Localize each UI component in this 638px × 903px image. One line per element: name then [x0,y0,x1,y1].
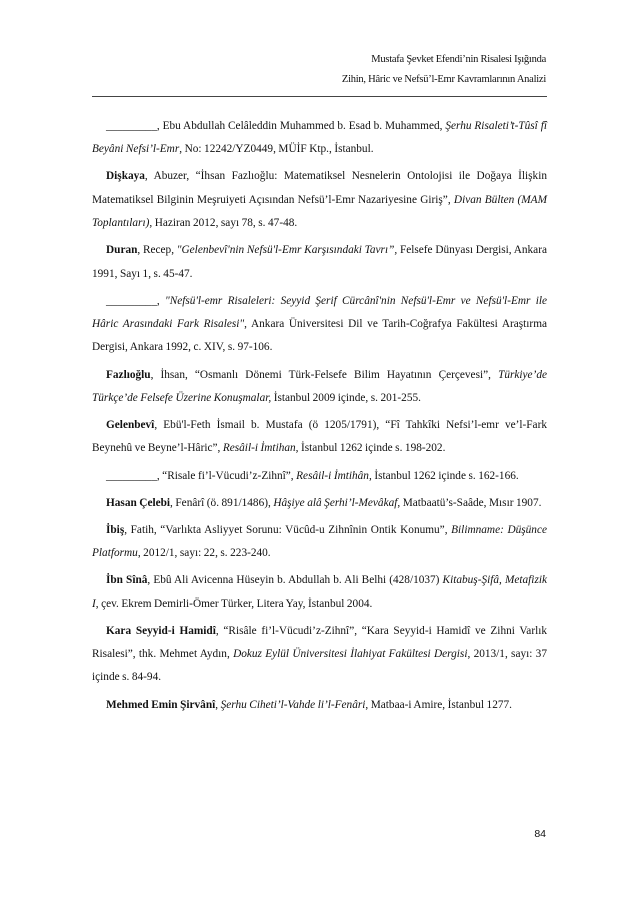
reference-text: Haziran 2012, sayı 78, s. 47-48. [152,217,298,230]
reference-text: İstanbul 1262 içinde s. 198-202. [298,442,446,455]
reference-text: , [215,698,221,711]
reference-title: Hâşiye alâ Şerhi’l-Mevâkaf [273,496,398,509]
reference-text: , Ebû Ali Avicenna Hüseyin b. Abdullah b. Ali Belhi (428/1037) [147,574,443,587]
reference-entry [92,165,547,235]
reference-text: İstanbul 1262 içinde s. 162-166. [371,469,519,482]
reference-entry [92,239,547,286]
reference-text: İstanbul 2009 içinde, s. 201-255. [271,391,421,404]
reference-entry [92,364,547,411]
reference-title: Resâil-i İmtihân, [296,469,372,482]
reference-text: , Matbaatü’s-Saâde, Mısır 1907. [397,496,542,509]
reference-title: Şerhu Ciheti’l-Vahde li’l-Fenâri [220,698,366,711]
reference-author: İbiş [106,523,125,536]
reference-title: Türkiye’de Türkçe’de Felsefe Üzerine Konuşmalar, [92,368,547,404]
reference-entry [92,620,547,690]
reference-title: Şerhu Risaleti’t-Tûsî fî Beyâni Nefsi’l-Emr [92,120,547,156]
reference-text: , Ebü'l-Feth İsmail b. Mustafa (ö 1205/1791), “Fî Tahkîki Nefsi’l-emr ve’l-Fark Beynehû ve Beyne’l-Hâric”, [92,419,547,455]
reference-text: _________, Ebu Abdullah Celâleddin Muhammed b. Esad b. Muhammed, [106,120,446,132]
reference-text: _________, [106,294,165,307]
reference-entry [92,414,547,461]
reference-text: , Recep, [137,244,177,257]
reference-text: Felsefe Dünyası Dergisi, Ankara 1991, Sayı 1, s. 45-47. [92,244,547,280]
reference-author: İbn Sînâ [106,574,148,587]
reference-text: , No: 12242/YZ0449, MÜİF Ktp., İstanbul. [179,143,374,156]
reference-entry [92,115,547,162]
reference-title: Bilimname: Düşünce Platformu [92,523,547,560]
reference-entry [92,465,547,488]
running-header-title: Mustafa Şevket Efendi’nin Risalesi Işığında [371,54,546,65]
running-header-subtitle: Zihin, Hâric ve Nefsü’l-Emr Kavramlarının Analizi [341,74,546,85]
reference-text: , 2012/1, sayı: 22, s. 223-240. [137,547,271,560]
header-divider [92,96,547,97]
reference-title: Dokuz Eylül Üniversitesi İlahiyat Fakültesi Dergisi [233,648,468,661]
reference-title: Divan Bülten (MAM Toplantıları), [92,193,547,230]
reference-author: Gelenbevî [106,419,155,432]
reference-title: "Gelenbevî'nin Nefsü'l-Emr Karşısındaki Tavrı”, [176,244,398,257]
reference-text: , çev. Ekrem Demirli-Ömer Türker, Litera Yay, İstanbul 2004. [95,597,373,610]
reference-text: _________, “Risale fi’l-Vücudi’z-Zihnî”, [106,469,297,482]
reference-author: Kara Seyyid-i Hamidî [106,624,216,637]
reference-text: , Fenârî (ö. 891/1486), [170,496,274,509]
bibliography-list [92,115,547,721]
reference-text: , “Risâle fi’l-Vücudi’z-Zihnî”, “Kara Seyyid-i Hamidî ve Zihni Varlık Risalesi”, thk. Mehmet Aydın, [92,624,548,661]
reference-entry [92,569,547,616]
reference-entry [92,694,547,717]
reference-author: Fazlıoğlu [106,368,151,381]
reference-entry [92,290,547,360]
reference-title: "Nefsü'l-emr Risaleleri: Seyyid Şerif Cürcânî'nin Nefsü'l-Emr ve Nefsü'l-Emr ile Hâric Arasındaki Fark Risalesi" [92,294,547,331]
page-number: 84 [534,828,546,840]
reference-text: , Matbaa-i Amire, İstanbul 1277. [365,698,512,711]
reference-author: Mehmed Emin Şirvânî [106,698,216,711]
reference-text: , İhsan, “Osmanlı Dönemi Türk-Felsefe Bilim Hayatının Çerçevesi”, [150,368,499,381]
running-header [342,50,546,90]
reference-author: Dişkaya [106,170,145,183]
reference-text: , Ankara Üniversitesi Dil ve Tarih-Coğrafya Fakültesi Araştırma Dergisi, Ankara 1992, c. XIV, s. 97-106. [92,318,547,354]
reference-author: Duran [106,244,138,257]
reference-author: Hasan Çelebi [106,496,171,509]
reference-title: Resâil-i İmtihan, [222,442,299,455]
reference-title: Kitabuş-Şifâ, Metafizik I [92,574,547,610]
reference-text: , Abuzer, “İhsan Fazlıoğlu: Matematiksel Nesnelerin Ontolojisi ile Doğaya İlişkin Matematiksel Bilginin Meşruiyeti Açısından Nefsü’l-Emr Nazariyesine Giriş”, [92,170,547,206]
reference-entry [92,519,547,566]
reference-entry [92,492,547,515]
reference-text: , Fatih, “Varlıkta Asliyyet Sorunu: Vücûd-u Zihnînin Ontik Konumu”, [124,523,452,536]
reference-text: , 2013/1, sayı: 37 içinde s. 84-94. [92,648,547,684]
